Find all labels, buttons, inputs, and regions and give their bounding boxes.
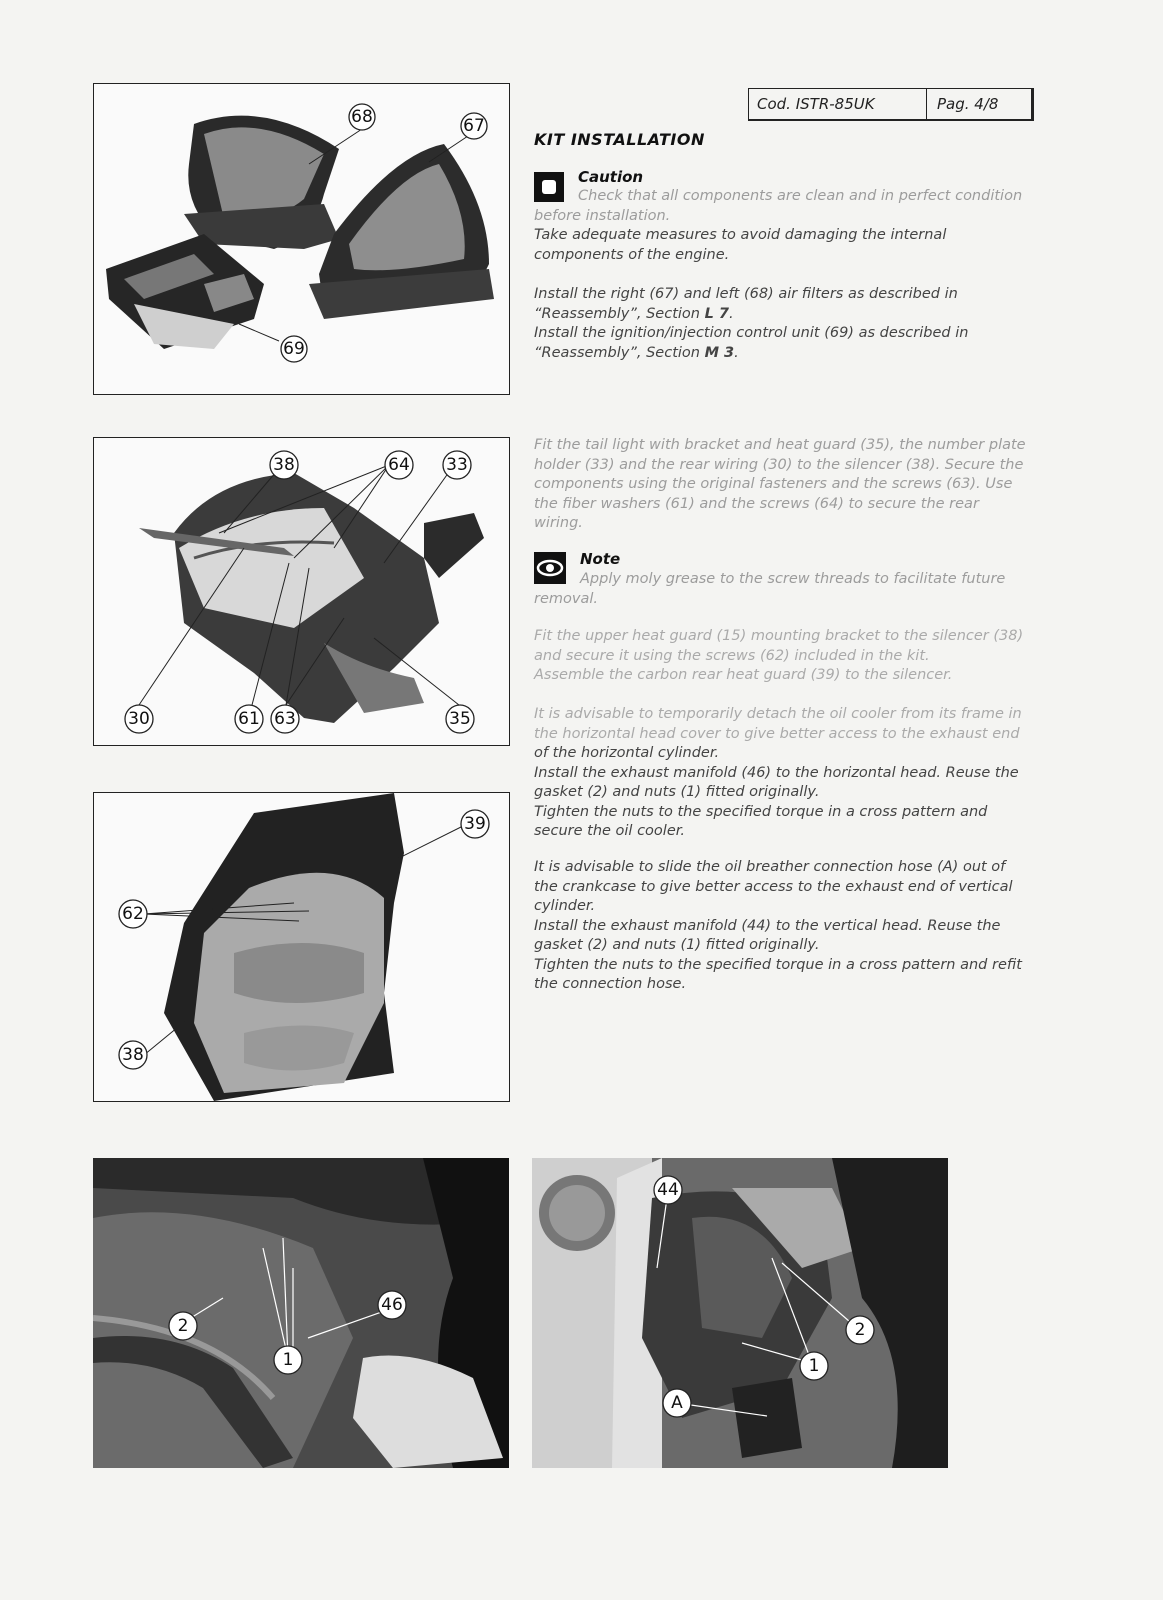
vertical-line: Tighten the nuts to the specified torque in a cross pattern and refit (534, 956, 1022, 973)
svg-text:61: 61 (238, 709, 260, 729)
callout-62 (119, 900, 147, 928)
vertical-manifold-photo (532, 1158, 948, 1468)
install-line: Install the right (67) and left (68) air filters as described in (534, 286, 958, 302)
photo-horizontal-manifold (93, 1158, 509, 1468)
horizontal-line: It is advisable to temporarily detach the oil cooler from its frame in (534, 706, 1022, 722)
section-title: KIT INSTALLATION (534, 130, 705, 149)
vertical-head-text (534, 858, 1034, 995)
horizontal-head-text (534, 705, 1034, 842)
vertical-line: the connection hose. (534, 976, 687, 992)
heat-guard-illustration (94, 793, 509, 1101)
silencer-illustration (94, 438, 509, 745)
callout-64 (385, 451, 413, 479)
upper-guard-line: Fit the upper heat guard (15) mounting bracket to the silencer (38) (534, 628, 1024, 644)
install-line: “Reassembly”, Section (534, 305, 700, 322)
svg-text:39: 39 (464, 814, 486, 834)
vertical-line: Install the exhaust manifold (44) to the vertical head. Reuse the (534, 917, 1001, 934)
callout-1 (274, 1346, 302, 1374)
note-line: removal. (534, 590, 598, 607)
horizontal-line: of the horizontal cylinder. (534, 745, 720, 761)
vertical-line: gasket (2) and nuts (1) fitted originally. (534, 937, 820, 953)
callout-61 (235, 705, 263, 733)
svg-text:46: 46 (381, 1295, 403, 1315)
vertical-line: It is advisable to slide the oil breather connection hose (A) out of (534, 859, 1006, 875)
horizontal-manifold-photo (93, 1158, 509, 1468)
tail-line: components using the original fasteners and the screws (63). Use (534, 476, 1013, 492)
callout-38 (270, 451, 298, 479)
svg-text:69: 69 (283, 339, 305, 359)
callout-35 (446, 705, 474, 733)
callout-44 (654, 1176, 682, 1204)
callout-46 (378, 1291, 406, 1319)
svg-text:62: 62 (122, 904, 144, 924)
svg-text:35: 35 (449, 709, 471, 729)
section-ref: M 3 (704, 344, 735, 361)
svg-text:30: 30 (128, 709, 150, 729)
callout-69 (281, 336, 307, 362)
svg-text:1: 1 (808, 1356, 820, 1376)
svg-text:A: A (671, 1393, 683, 1413)
svg-text:68: 68 (351, 107, 373, 127)
svg-text:63: 63 (274, 709, 296, 729)
callout-1 (800, 1352, 828, 1380)
callout-30 (125, 705, 153, 733)
vertical-line: the crankcase to give better access to the exhaust end of vertical (534, 878, 1013, 895)
svg-text:1: 1 (282, 1350, 294, 1370)
svg-text:2: 2 (177, 1316, 189, 1336)
caution-line: Check that all components are clean and in perfect condition (578, 188, 1023, 204)
callout-68 (349, 104, 375, 130)
callout-63 (271, 705, 299, 733)
tail-line: holder (33) and the rear wiring (30) to the silencer (38). Secure the (534, 456, 1024, 473)
note-line: Apply moly grease to the screw threads to facilitate future (580, 571, 1006, 587)
section-ref: L 7 (704, 305, 729, 322)
callout-67 (461, 113, 487, 139)
horizontal-line: gasket (2) and nuts (1) fitted originally. (534, 784, 820, 800)
callout-A (663, 1389, 691, 1417)
page-number: Pag. 4/8 (937, 95, 999, 113)
document-code-box (748, 88, 1034, 121)
upper-guard-line: and secure it using the screws (62) included in the kit. (534, 647, 930, 664)
install-line: Install the ignition/injection control unit (69) as described in (534, 325, 969, 341)
install-line: “Reassembly”, Section (534, 344, 700, 361)
caution-text (534, 187, 1034, 265)
tail-light-text (534, 436, 1034, 534)
horizontal-line: Install the exhaust manifold (46) to the horizontal head. Reuse the (534, 764, 1019, 781)
photo-vertical-manifold (532, 1158, 948, 1468)
horizontal-line: secure the oil cooler. (534, 823, 685, 839)
figure-air-filters (93, 83, 510, 395)
vertical-line: cylinder. (534, 898, 596, 914)
horizontal-line: Tighten the nuts to the specified torque in a cross pattern and (534, 803, 988, 820)
svg-text:44: 44 (657, 1180, 679, 1200)
svg-text:64: 64 (388, 455, 410, 475)
callout-38 (119, 1041, 147, 1069)
caution-line: components of the engine. (534, 246, 730, 263)
callout-39 (461, 810, 489, 838)
note-text (534, 570, 1034, 609)
horizontal-line: the horizontal head cover to give better access to the exhaust end (534, 725, 1020, 742)
svg-text:67: 67 (463, 116, 485, 136)
svg-text:33: 33 (446, 455, 468, 475)
upper-guard-line: Assemble the carbon rear heat guard (39) to the silencer. (534, 667, 953, 683)
caution-line: before installation. (534, 207, 671, 224)
tail-line: Fit the tail light with bracket and heat guard (35), the number plate (534, 437, 1026, 453)
callout-2 (169, 1312, 197, 1340)
figure-heat-guard (93, 792, 510, 1102)
figure-silencer-tail-light (93, 437, 510, 746)
note-label: Note (580, 550, 621, 568)
svg-text:38: 38 (122, 1045, 144, 1065)
svg-text:38: 38 (273, 455, 295, 475)
tail-line: wiring. (534, 515, 583, 531)
callout-2 (846, 1316, 874, 1344)
install-filters-text: Install the right (67) and left (68) air filters as described in “Reassembly”, Section L 7. Install the ignition/injection control unit (69) as described in “Reassembly”, Section M 3. (534, 285, 1034, 363)
tail-line: the fiber washers (61) and the screws (64) to secure the rear (534, 495, 979, 512)
callout-33 (443, 451, 471, 479)
caution-line: Take adequate measures to avoid damaging the internal (534, 227, 947, 243)
upper-guard-text (534, 627, 1034, 686)
document-code: Cod. ISTR-85UK (749, 89, 927, 119)
caution-label: Caution (578, 168, 644, 186)
svg-text:2: 2 (854, 1320, 866, 1340)
air-filters-illustration (94, 84, 509, 394)
